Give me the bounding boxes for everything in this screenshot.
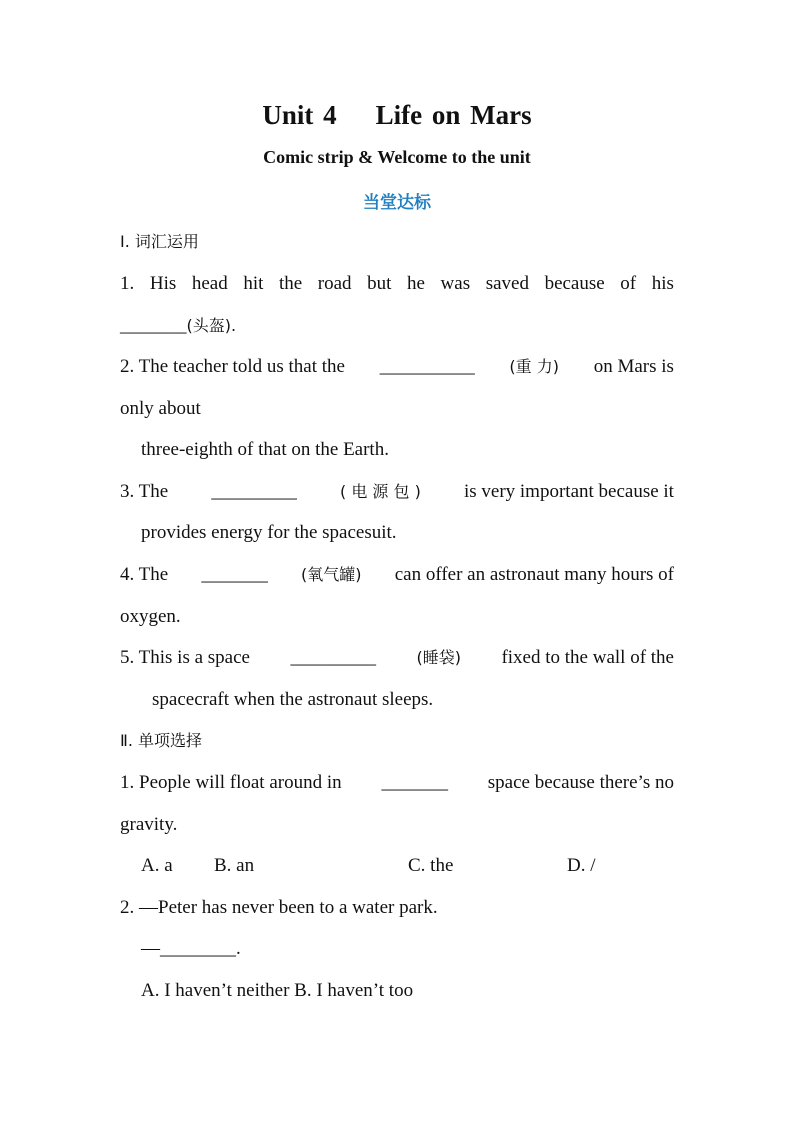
chinese-hint: (头盔). [186, 316, 237, 335]
answer-blank[interactable]: _______ [201, 564, 268, 585]
chinese-hint: (重 力) [509, 357, 559, 376]
question-word: was [440, 273, 471, 294]
part2-q2-line1: 2. —Peter has never been to a water park. [120, 897, 438, 918]
part1-q1-line2 [120, 314, 674, 338]
part2-q2-options: A. I haven’t neither B. I haven’t too [141, 980, 414, 1001]
question-word: road [317, 273, 352, 294]
chinese-hint: (睡袋) [416, 648, 461, 667]
part1-q2-line1 [120, 355, 674, 379]
question-word: because [544, 273, 605, 294]
part1-q5-line2: spacecraft when the astronaut sleeps. [152, 689, 434, 710]
part1-q4-line2: oxygen. [120, 606, 181, 627]
part1-q3-line2: provides energy for the spacesuit. [141, 522, 397, 543]
question-text: 4. The [120, 564, 169, 585]
answer-blank[interactable]: ________ [160, 938, 236, 959]
question-text: 5. This is a space [120, 647, 250, 668]
period: . [236, 938, 241, 959]
answer-blank[interactable]: _______ [381, 772, 448, 793]
question-text: space because there’s no [487, 772, 674, 793]
part1-q3-line1 [120, 480, 674, 504]
page-subtitle: Comic strip & Welcome to the unit [263, 147, 531, 167]
answer-blank[interactable]: _________ [290, 647, 376, 668]
option-a[interactable]: A. a [141, 855, 173, 876]
part1-q2-line2: only about [120, 398, 201, 419]
page-title: Unit 4 Life on Mars [262, 100, 532, 130]
part2-q1-line2: gravity. [120, 814, 178, 835]
question-word: His [149, 273, 177, 294]
question-word: but [367, 273, 392, 294]
part1-heading: Ⅰ. 词汇运用 [120, 232, 199, 251]
part1-q2-line3: three-eighth of that on the Earth. [141, 439, 389, 460]
question-word: he [407, 273, 425, 294]
part2-heading: Ⅱ. 单项选择 [120, 731, 203, 750]
part1-q4-line1 [120, 563, 674, 587]
question-text: 1. People will float around in [120, 772, 342, 793]
question-word: 1. [120, 273, 135, 294]
question-text: 2. The teacher told us that the [120, 356, 345, 377]
question-word: the [278, 273, 303, 294]
dash: — [141, 938, 160, 959]
section-label: 当堂达标 [363, 193, 431, 213]
question-text: is very important because it [463, 481, 674, 502]
option-b[interactable]: B. an [214, 855, 255, 876]
part2-q2-line2 [141, 937, 695, 961]
question-text: on Mars is [593, 356, 674, 377]
option-c[interactable]: C. the [408, 855, 454, 876]
question-word: saved [485, 273, 529, 294]
part1-q5-line1 [120, 646, 674, 670]
question-word: of [620, 273, 637, 294]
question-word: hit [243, 273, 264, 294]
part2-q1-line1 [120, 771, 674, 795]
question-word: his [651, 273, 674, 294]
chinese-hint: ( 电 源 包 ) [339, 482, 421, 501]
chinese-hint: (氧气罐) [301, 565, 362, 584]
answer-blank[interactable]: _______ [120, 315, 187, 336]
question-text: can offer an astronaut many hours of [394, 564, 674, 585]
question-text: fixed to the wall of the [501, 647, 674, 668]
part1-q1-line1 [120, 272, 674, 296]
answer-blank[interactable]: _________ [211, 481, 297, 502]
answer-blank[interactable]: __________ [379, 356, 475, 377]
question-word: head [191, 273, 228, 294]
question-text: 3. The [120, 481, 169, 502]
option-d[interactable]: D. / [567, 855, 596, 876]
